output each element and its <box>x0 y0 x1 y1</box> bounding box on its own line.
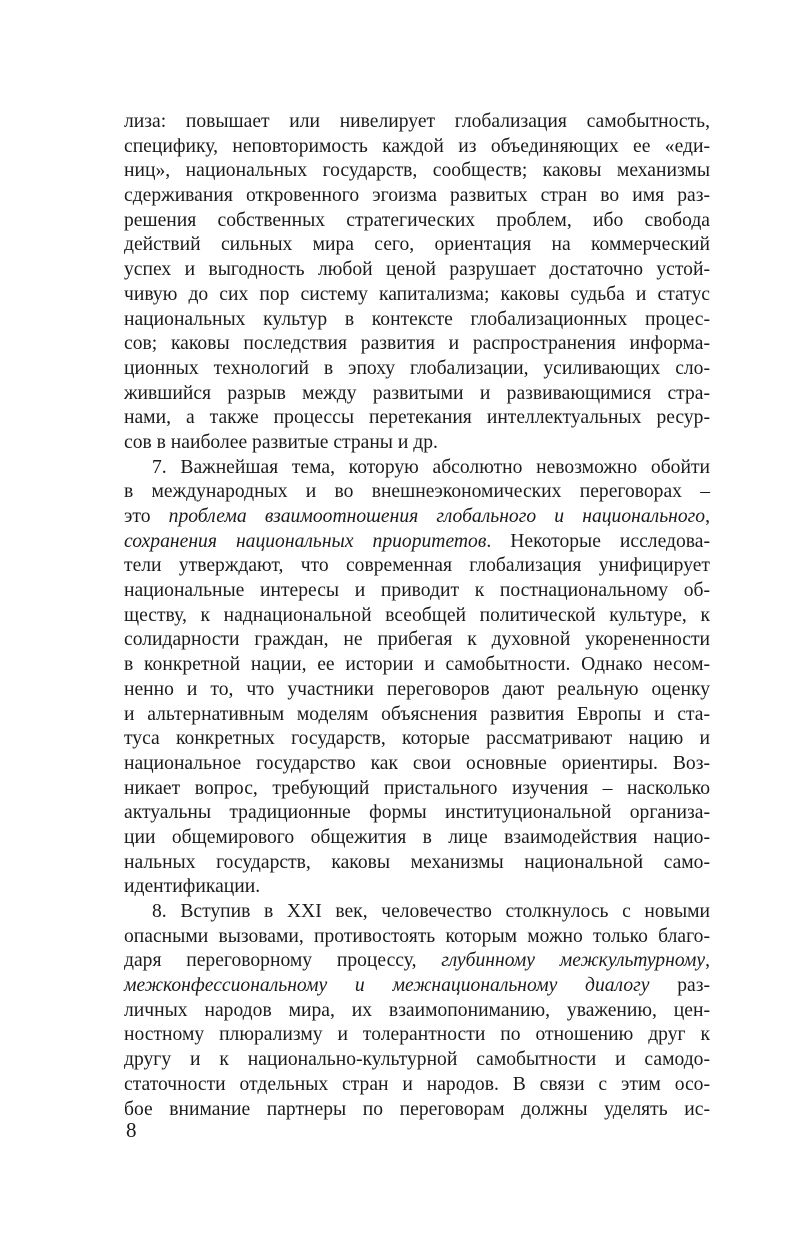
text-line <box>124 925 710 950</box>
text-segment: ществу, к наднациональной всеобщей политической культуре, к <box>124 604 710 626</box>
text-segment: успех и выгодность любой ценой разрушает достаточно устой- <box>124 259 710 281</box>
text-line <box>124 1098 710 1123</box>
text-segment: национальные интересы и приводит к постнациональному об- <box>124 580 710 602</box>
text-segment: опасными вызовами, противостоять которым можно только благо- <box>124 925 710 947</box>
text-line <box>124 851 710 876</box>
text-segment: туса конкретных государств, которые рассматривают нацию и <box>124 728 710 750</box>
text-line <box>124 357 710 382</box>
text-line <box>124 1023 710 1048</box>
text-segment: решения собственных стратегических проблем, ибо свобода <box>124 209 710 231</box>
text-line <box>124 530 710 555</box>
text-line <box>124 703 710 728</box>
text-line <box>124 456 710 481</box>
text-line <box>124 480 710 505</box>
text-segment: личных народов мира, их взаимопониманию, уважению, цен- <box>124 999 710 1021</box>
text-line <box>124 826 710 851</box>
italic-text-segment: глубинному межкультурному <box>441 950 706 972</box>
text-line <box>124 875 710 900</box>
text-segment: это <box>124 506 169 527</box>
text-line <box>124 678 710 703</box>
text-segment: идентификации. <box>124 876 261 898</box>
text-line <box>124 752 710 777</box>
text-segment: раз- <box>649 975 710 997</box>
text-segment: чивую до сих пор систему капитализма; каковы судьба и статус <box>124 283 710 305</box>
text-segment: , <box>705 506 710 527</box>
text-line <box>124 604 710 629</box>
text-segment: бое внимание партнеры по переговорам должны уделять ис- <box>124 1098 710 1120</box>
text-segment: никает вопрос, требующий пристального изучения – насколько <box>124 777 710 799</box>
text-segment: статочности отдельных стран и народов. В связи с этим осо- <box>124 1073 710 1095</box>
text-line <box>124 628 710 653</box>
text-segment: действий сильных мира сего, ориентация на коммерческий <box>124 234 710 256</box>
text-segment: актуальны традиционные формы институциональной организа- <box>124 802 710 824</box>
italic-text-segment: проблема взаимоотношения глобального и национального <box>168 506 706 527</box>
text-line <box>124 949 710 974</box>
text-segment: , <box>705 950 710 972</box>
text-line <box>124 332 710 357</box>
text-line <box>124 209 710 234</box>
text-segment: . Некоторые исследова- <box>486 530 710 552</box>
text-line <box>124 1073 710 1098</box>
text-line <box>124 974 710 999</box>
text-segment: национальное государство как свои основные ориентиры. Воз- <box>124 752 710 774</box>
page-number: 8 <box>126 1118 137 1142</box>
text-line <box>124 308 710 333</box>
body-text <box>124 110 710 1122</box>
text-segment: в конкретной нации, ее истории и самобытности. Однако несом- <box>124 654 710 676</box>
text-line <box>124 579 710 604</box>
text-segment: ниц», национальных государств, сообществ; каковы механизмы <box>124 160 710 182</box>
text-segment: специфику, неповторимость каждой из объединяющих ее «еди- <box>124 135 710 157</box>
text-segment: жившийся разрыв между развитыми и развивающимися стра- <box>124 382 710 404</box>
text-line <box>124 1048 710 1073</box>
italic-text-segment: сохранения национальных приоритетов <box>124 530 487 552</box>
text-segment: ционных технологий в эпоху глобализации, усиливающих сло- <box>124 357 710 379</box>
text-line <box>124 727 710 752</box>
text-segment: в международных и во внешнеэкономических переговорах – <box>124 481 710 503</box>
text-line <box>124 159 710 184</box>
text-line <box>124 110 710 135</box>
text-segment: сдерживания откровенного эгоизма развитых стран во имя раз- <box>124 185 710 207</box>
text-segment: ции общемирового общежития в лице взаимодействия нацио- <box>124 826 710 848</box>
text-segment: и альтернативным моделям объяснения развития Европы и ста- <box>124 703 710 725</box>
text-segment: даря переговорному процессу, <box>124 950 442 972</box>
text-line <box>124 999 710 1024</box>
text-line <box>124 554 710 579</box>
text-line <box>124 505 710 530</box>
text-line <box>124 431 710 456</box>
text-line <box>124 653 710 678</box>
text-line <box>124 382 710 407</box>
text-line <box>124 777 710 802</box>
text-line <box>124 233 710 258</box>
text-line <box>124 184 710 209</box>
text-line <box>124 801 710 826</box>
text-segment: ностному плюрализму и толерантности по отношению друг к <box>124 1024 710 1046</box>
text-line <box>124 283 710 308</box>
italic-text-segment: межконфессиональному и межнациональному диалогу <box>124 975 650 997</box>
text-segment: лиза: повышает или нивелирует глобализация самобытность, <box>124 111 710 132</box>
text-segment: 8. Вступив в XXI век, человечество столкнулось с новыми <box>152 901 710 922</box>
text-line <box>124 406 710 431</box>
text-segment: нальных государств, каковы механизмы национальной само- <box>124 851 710 873</box>
text-line <box>124 258 710 283</box>
text-segment: сов в наиболее развитые страны и др. <box>124 431 438 453</box>
text-segment: ненно и то, что участники переговоров дают реальную оценку <box>124 678 710 700</box>
text-segment: тели утверждают, что современная глобализация унифицирует <box>124 555 710 577</box>
text-line <box>124 135 710 160</box>
text-line <box>124 900 710 925</box>
text-segment: солидарности граждан, не прибегая к духовной укорененности <box>124 629 710 651</box>
text-segment: сов; каковы последствия развития и распространения информа- <box>124 333 710 355</box>
text-segment: национальных культур в контексте глобализационных процес- <box>124 308 710 330</box>
text-segment: нами, а также процессы перетекания интеллектуальных ресур- <box>124 407 710 429</box>
text-segment: 7. Важнейшая тема, которую абсолютно невозможно обойти <box>152 456 710 478</box>
text-segment: другу и к национально-культурной самобытности и самодо- <box>124 1049 710 1071</box>
